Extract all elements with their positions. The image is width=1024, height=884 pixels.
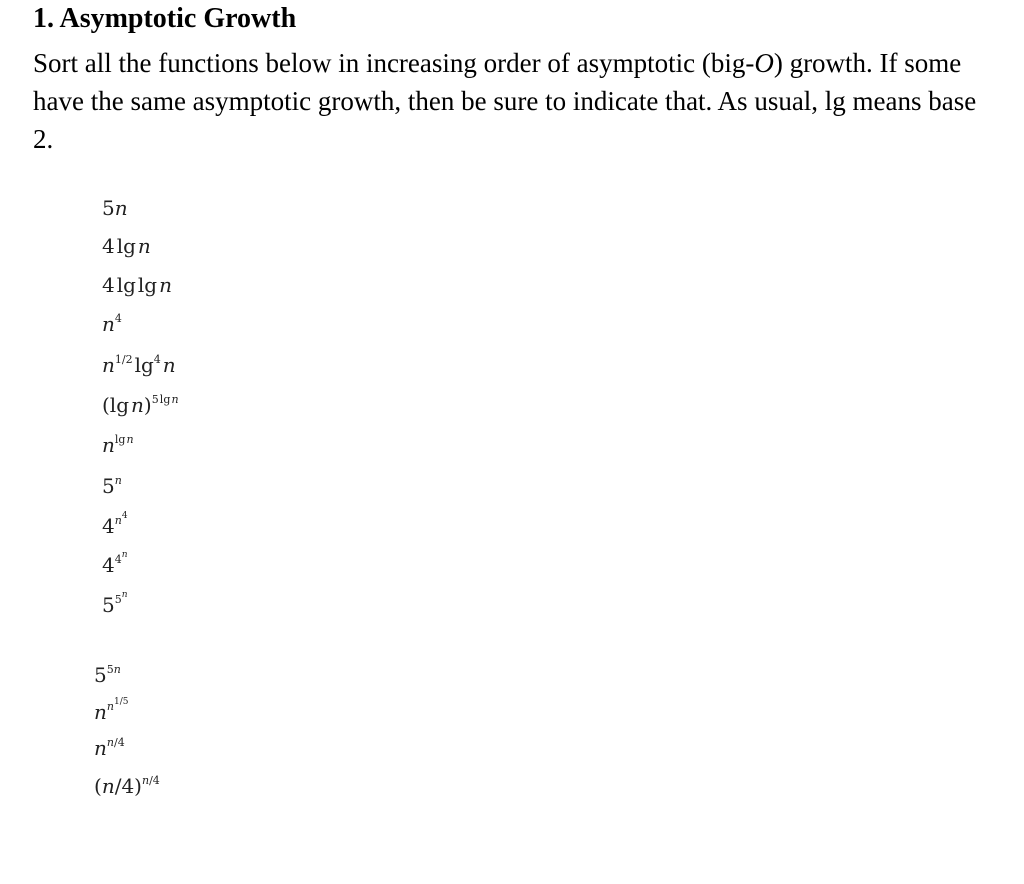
function-expression: 4 lg lg n [102,273,172,297]
function-expression: $4^{4^n}$ [102,550,128,577]
function-expression: (lg n)$^{5 lg n}$ [102,393,179,417]
problem-statement [33,44,993,158]
function-expression: $(n/4)^{n/4}$ [94,774,160,798]
intro-part2: ) growth. If some have the same asymptotic growth, then be sure to indicate that. As usual, lg means base 2. [33,48,977,154]
function-expression: $n^{1/2}$ $\lg^4$ n [102,353,176,377]
function-expression: $n^{n/4}$ [94,736,125,760]
function-expression: $n^4$ [102,312,122,336]
function-expression: $n^{n^{1/5}}$ [94,697,129,724]
section-title: Asymptotic Growth [59,3,297,34]
function-expression: $5^{5^n}$ [102,590,128,617]
function-expression: 4 lg n [102,234,151,258]
function-expression: $n^{lg n}$ [102,433,134,457]
function-expression: 5n [102,196,128,220]
function-expression: $4^{n^4}$ [102,511,128,538]
function-expression: $5^{5n}$ [94,663,121,687]
section-heading [33,3,296,35]
section-number: 1. [33,3,54,34]
big-o-symbol: O [754,48,774,78]
function-expression: 5$^n$ [102,474,122,498]
intro-part1: Sort all the functions below in increasing order of asymptotic (big- [33,48,755,78]
